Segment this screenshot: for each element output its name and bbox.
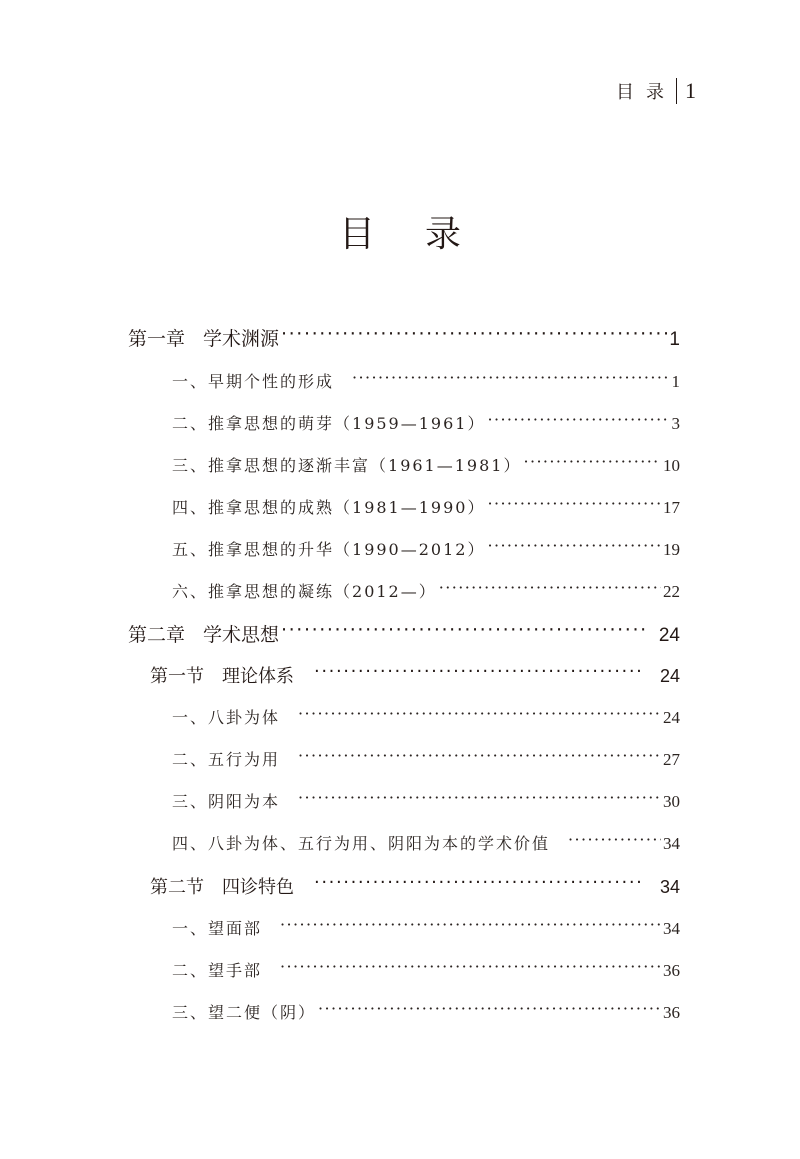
toc-entry-number: 三、 — [172, 792, 209, 811]
toc-entry-chapter[interactable] — [128, 620, 680, 647]
toc-entry-label — [128, 620, 279, 647]
dot-leader — [281, 326, 667, 345]
toc-entry-title: 推拿思想的升华（1990—2012） — [208, 540, 486, 559]
toc-entry-number: 二、 — [172, 414, 209, 433]
toc-entry-title: 四诊特色 — [222, 877, 294, 898]
toc-entry-page: 3 — [671, 414, 680, 433]
dot-leader — [298, 749, 661, 765]
toc-entry-number: 一、 — [172, 919, 209, 938]
dot-leader — [352, 371, 669, 387]
toc-entry-title: 理论体系 — [222, 666, 294, 687]
toc-entry-title: 学术思想 — [203, 624, 280, 646]
toc-entry-item[interactable] — [172, 1000, 680, 1023]
toc-entry-title: 望面部 — [208, 919, 263, 938]
toc-entry-label — [172, 453, 521, 476]
toc-entry-item[interactable] — [172, 789, 680, 812]
dot-leader — [487, 413, 669, 429]
running-header-title: 目录 — [616, 82, 676, 103]
toc-entry-label — [172, 916, 262, 939]
toc-entry-page: 10 — [663, 456, 680, 475]
toc-entry-page: 22 — [663, 582, 680, 601]
dot-leader — [298, 707, 661, 723]
toc-entry-number: 第二节 — [150, 877, 204, 898]
toc-entry-title: 推拿思想的凝练（2012—） — [208, 582, 437, 601]
page-title: 目录 — [338, 214, 511, 255]
toc-entry-number: 三、 — [172, 1003, 209, 1022]
toc-entry-number: 四、 — [172, 834, 209, 853]
toc-entry-page: 30 — [663, 792, 680, 811]
toc-entry-number: 二、 — [172, 961, 209, 980]
toc-entry-number: 一、 — [172, 708, 209, 727]
toc-entry-title: 望二便（阴） — [208, 1003, 317, 1022]
toc-entry-page: 24 — [663, 708, 680, 727]
toc-entry-title: 学术渊源 — [203, 328, 280, 350]
toc-entry-label — [172, 705, 280, 728]
toc-entry-title: 推拿思想的逐渐丰富（1961—1981） — [208, 456, 522, 475]
toc-entry-page: 17 — [663, 498, 680, 517]
toc-entry-page: 1 — [671, 372, 680, 391]
toc-entry-item[interactable] — [172, 958, 680, 981]
toc-entry-item[interactable] — [172, 831, 680, 854]
toc-entry-item[interactable] — [172, 705, 680, 728]
toc-entry-label — [172, 789, 280, 812]
toc-entry-title: 阴阳为本 — [208, 792, 281, 811]
toc-entry-title: 八卦为体、五行为用、阴阳为本的学术价值 — [208, 834, 551, 853]
toc-entry-page: 24 — [658, 625, 680, 646]
toc-entry-page: 34 — [659, 877, 680, 897]
toc-entry-label — [128, 324, 279, 351]
toc-entry-section[interactable] — [150, 662, 680, 688]
toc-entry-label — [172, 579, 437, 602]
toc-entry-item[interactable] — [172, 916, 680, 939]
toc-entry-item[interactable] — [172, 495, 680, 518]
dot-leader — [318, 1002, 661, 1018]
toc-entry-label — [172, 1000, 316, 1023]
toc-entry-label — [172, 831, 550, 854]
toc-entry-page: 19 — [663, 540, 680, 559]
toc-entry-label — [172, 537, 485, 560]
toc-entry-item[interactable] — [172, 747, 680, 770]
toc-entry-label — [172, 495, 485, 518]
dot-leader — [280, 918, 661, 934]
toc-entry-label — [172, 747, 280, 770]
toc-entry-item[interactable] — [172, 411, 680, 434]
running-header-page-number: 1 — [685, 78, 696, 103]
toc-entry-page: 36 — [663, 961, 680, 980]
dot-leader — [439, 581, 661, 597]
toc-entry-page: 1 — [669, 329, 680, 350]
dot-leader — [523, 455, 661, 471]
toc-entry-item[interactable] — [172, 537, 680, 560]
toc-entry-label — [172, 411, 485, 434]
dot-leader — [281, 622, 645, 641]
toc-entry-label — [172, 958, 262, 981]
toc-entry-page: 36 — [663, 1003, 680, 1022]
toc-entry-number: 三、 — [172, 456, 209, 475]
toc-entry-item[interactable] — [172, 369, 680, 392]
toc-entry-title: 推拿思想的成熟（1981—1990） — [208, 498, 486, 517]
toc-entry-number: 一、 — [172, 372, 209, 391]
toc-entry-section[interactable] — [150, 873, 680, 899]
toc-entry-number: 五、 — [172, 540, 209, 559]
toc-entry-number: 六、 — [172, 582, 209, 601]
toc-entry-number: 第一节 — [150, 666, 204, 687]
toc-entry-number: 四、 — [172, 498, 209, 517]
toc-entry-title: 早期个性的形成 — [208, 372, 335, 391]
toc-entry-number: 第二章 — [128, 624, 186, 646]
toc-entry-title: 望手部 — [208, 961, 263, 980]
dot-leader — [298, 791, 661, 807]
dot-leader — [487, 497, 661, 513]
dot-leader — [568, 833, 661, 849]
dot-leader — [314, 875, 644, 893]
toc-entry-page: 34 — [663, 919, 680, 938]
dot-leader — [314, 664, 644, 682]
dot-leader — [280, 960, 661, 976]
toc-entry-number: 二、 — [172, 750, 209, 769]
toc-entry-page: 27 — [663, 750, 680, 769]
toc-entry-item[interactable] — [172, 579, 680, 602]
running-header — [616, 78, 696, 104]
toc-entry-title: 推拿思想的萌芽（1959—1961） — [208, 414, 486, 433]
toc-entry-page: 24 — [659, 666, 680, 686]
toc-entry-item[interactable] — [172, 453, 680, 476]
toc-entry-page: 34 — [663, 834, 680, 853]
dot-leader — [487, 539, 661, 555]
toc-entry-chapter[interactable] — [128, 324, 680, 351]
toc-entry-label — [150, 873, 294, 899]
toc-entry-label — [150, 662, 294, 688]
toc-entry-number: 第一章 — [128, 328, 186, 350]
header-separator — [676, 78, 677, 104]
toc-entry-label — [172, 369, 334, 392]
toc-entry-title: 八卦为体 — [208, 708, 281, 727]
toc-entry-title: 五行为用 — [208, 750, 281, 769]
